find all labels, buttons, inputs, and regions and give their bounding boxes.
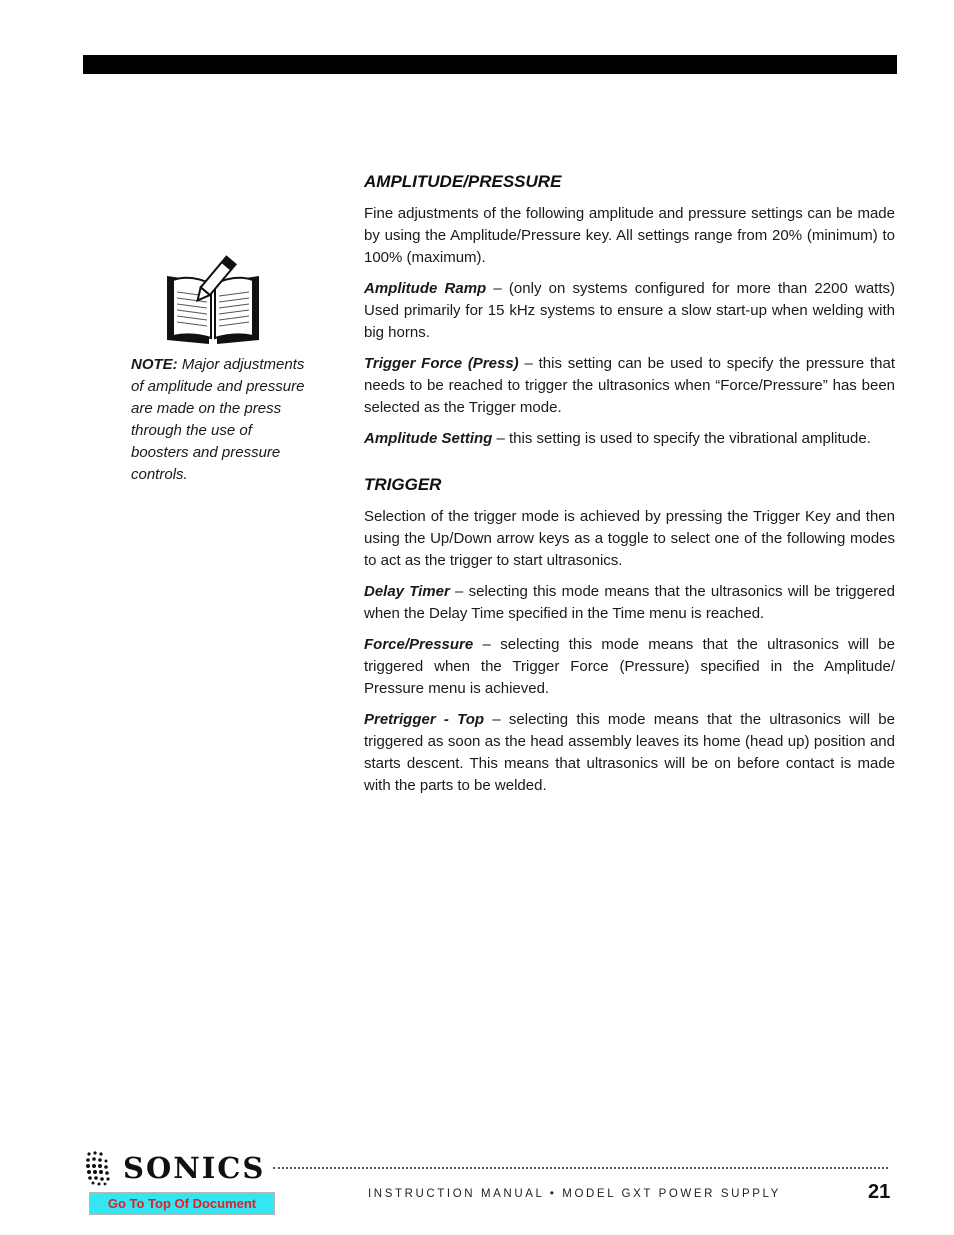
- book-pencil-icon: [163, 252, 263, 348]
- note-label: NOTE:: [131, 356, 178, 373]
- footer-divider: [273, 1167, 888, 1169]
- paragraph: [364, 506, 895, 572]
- paragraph: [364, 581, 895, 625]
- term-label: Amplitude Ramp: [364, 280, 487, 297]
- page-number: 21: [868, 1181, 891, 1203]
- paragraph-text: Selection of the trigger mode is achieved by pressing the Trigger Key and then using the Up/Down arrow keys as a toggle to select one of the following modes to act as the trigger to start ultrasonics.: [364, 508, 895, 569]
- section-title-amplitude: AMPLITUDE/PRESSURE: [364, 172, 562, 191]
- note-text: Major adjustments of amplitude and pressure are made on the press through the use of boosters and pressure controls.: [131, 356, 305, 483]
- paragraph: [364, 634, 895, 700]
- side-note: [131, 354, 306, 486]
- paragraph-text: – selecting this mode means that the ultrasonics will be triggered when the Trigger Force (Pressure) specified in the Amplitude/ Pressure menu is achieved.: [364, 636, 895, 697]
- paragraph-text: – this setting can be used to specify the pressure that needs to be reached to trigger the ultrasonics when “Force/Pressure” has been selected as the Trigger mode.: [364, 355, 895, 416]
- header-bar: [83, 55, 897, 74]
- paragraph-text: – selecting this mode means that the ultrasonics will be triggered when the Delay Time specified in the Time menu is reached.: [364, 583, 895, 622]
- term-label: Force/Pressure: [364, 636, 474, 653]
- sonics-logo: [85, 1148, 270, 1188]
- term-label: Pretrigger - Top: [364, 711, 485, 728]
- paragraph: [364, 203, 895, 269]
- paragraph-text: – (only on systems configured for more than 2200 watts) Used primarily for 15 kHz systems to ensure a slow start-up when welding with big horns.: [364, 280, 895, 341]
- term-label: Amplitude Setting: [364, 430, 493, 447]
- term-label: Delay Timer: [364, 583, 450, 600]
- logo-dots-icon: [85, 1150, 113, 1186]
- paragraph: [364, 428, 895, 450]
- paragraph: [364, 353, 895, 419]
- paragraph: [364, 278, 895, 344]
- main-content: [364, 172, 895, 806]
- paragraph-text: – this setting is used to specify the vibrational amplitude.: [492, 430, 871, 447]
- footer-caption: INSTRUCTION MANUAL • MODEL GXT POWER SUPPLY: [368, 1188, 781, 1200]
- paragraph-text: Fine adjustments of the following amplitude and pressure settings can be made by using the Amplitude/Pressure key. All settings range from 20% (minimum) to 100% (maximum).: [364, 205, 895, 266]
- term-label: Trigger Force (Press): [364, 355, 519, 372]
- go-to-top-button[interactable]: Go To Top Of Document: [89, 1192, 275, 1215]
- section-title-trigger: TRIGGER: [364, 475, 442, 494]
- paragraph-text: – selecting this mode means that the ultrasonics will be triggered as soon as the head assembly leaves its home (head up) position and starts descent. This means that ultrasonics will be on before contact is made with the parts to be welded.: [364, 711, 895, 794]
- paragraph: [364, 709, 895, 797]
- logo-text: SONICS: [123, 1151, 266, 1185]
